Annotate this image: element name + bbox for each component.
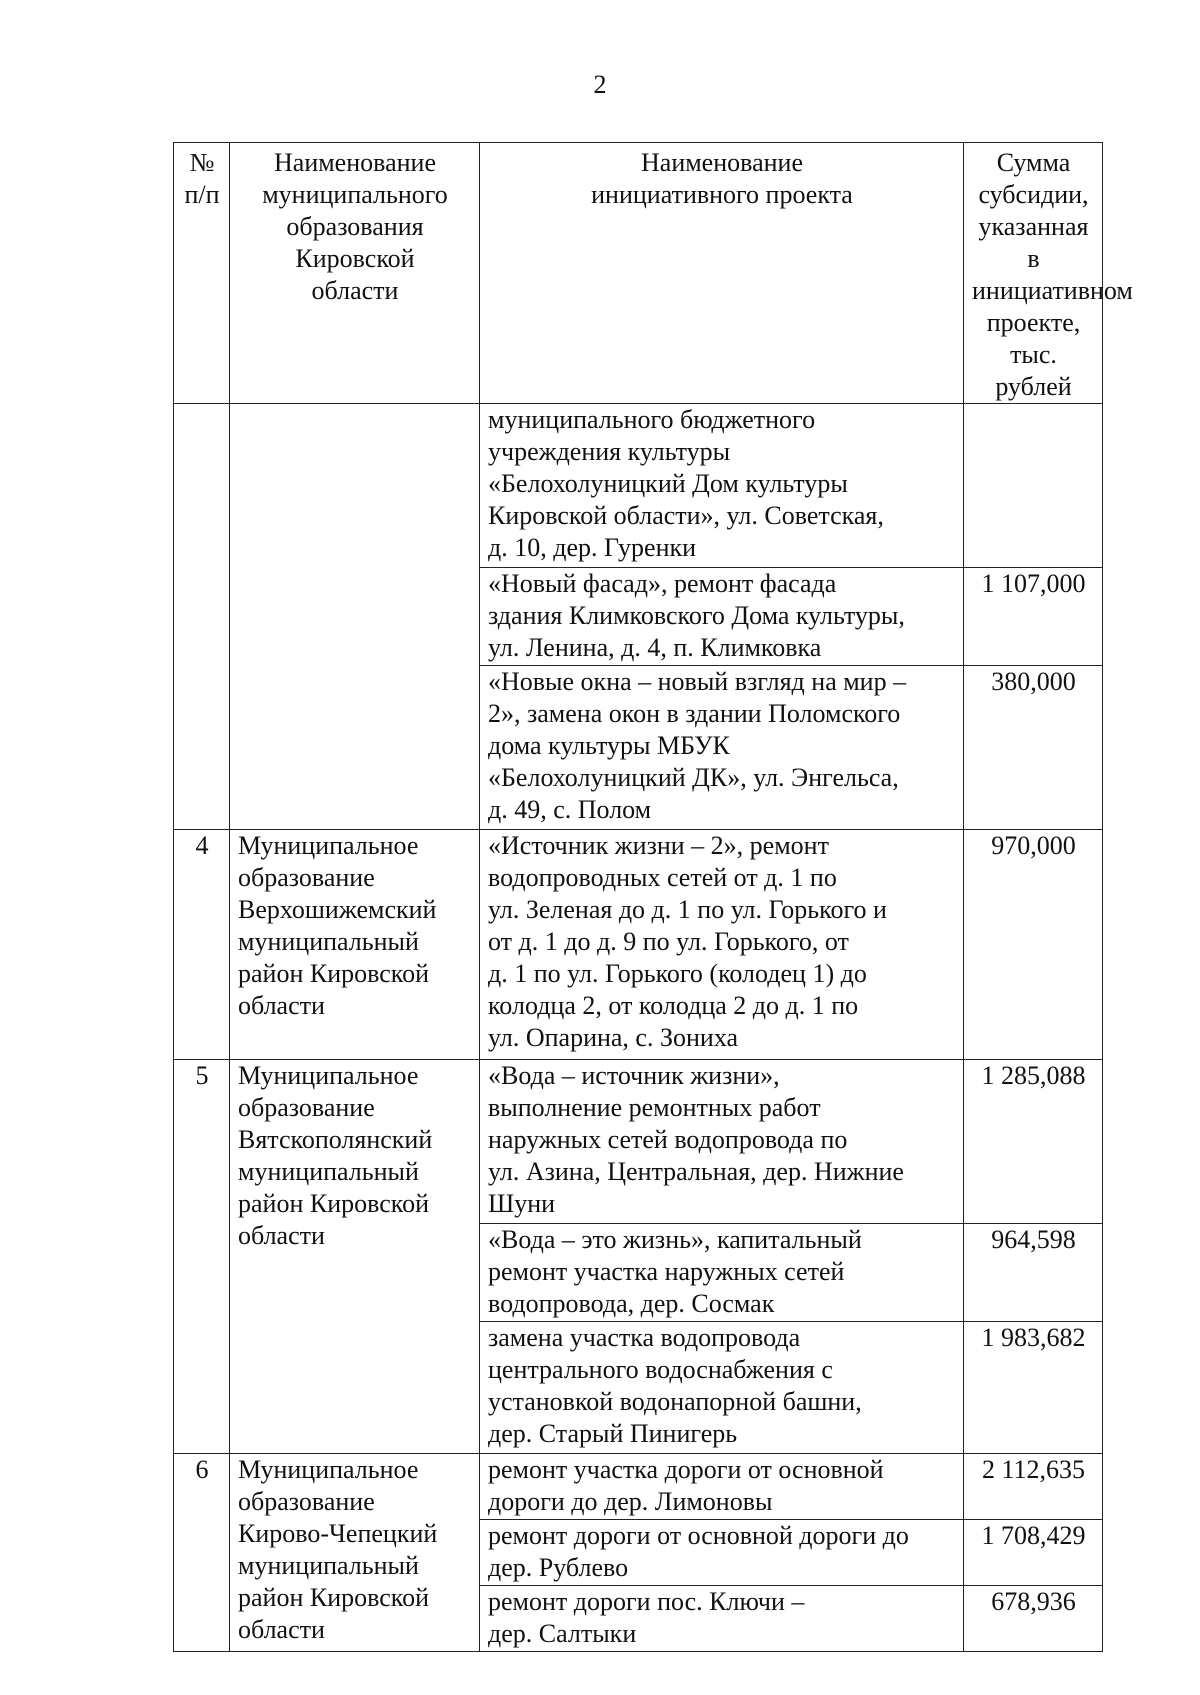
page-number: 2: [593, 70, 607, 99]
row-num: [174, 404, 230, 830]
row-municipality: Муниципальное образование Кирово-Чепецкий муниципальный район Кировской области: [230, 1454, 480, 1652]
row-num: 4: [174, 830, 230, 1060]
row-sum: 2 112,635: [964, 1454, 1103, 1520]
row-project: замена участка водопровода центрального водоснабжения с установкой водонапорной башни, дер. Старый Пинигерь: [480, 1322, 964, 1454]
header-project: Наименование инициативного проекта: [480, 143, 964, 404]
row-sum: 1 107,000: [964, 568, 1103, 666]
row-sum: 1 285,088: [964, 1060, 1103, 1224]
row-sum: 964,598: [964, 1224, 1103, 1322]
row-sum: 1 708,429: [964, 1520, 1103, 1586]
row-project: ремонт дороги от основной дороги до дер. Рублево: [480, 1520, 964, 1586]
table-header-row: [174, 143, 1103, 404]
row-project: «Вода – это жизнь», капитальный ремонт участка наружных сетей водопровода, дер. Сосмак: [480, 1224, 964, 1322]
row-sum: 380,000: [964, 666, 1103, 830]
row-municipality: [230, 404, 480, 830]
row-project: муниципального бюджетного учреждения культуры «Белохолуницкий Дом культуры Кировской области», ул. Советская, д. 10, дер. Гуренки: [480, 404, 964, 568]
row-municipality: Муниципальное образование Верхошижемский муниципальный район Кировской области: [230, 830, 480, 1060]
table-row: [174, 830, 1103, 1060]
row-project: ремонт участка дороги от основной дороги до дер. Лимоновы: [480, 1454, 964, 1520]
row-municipality: Муниципальное образование Вятскополянский муниципальный район Кировской области: [230, 1060, 480, 1454]
row-project: «Источник жизни – 2», ремонт водопроводных сетей от д. 1 по ул. Зеленая до д. 1 по ул. Горького и от д. 1 до д. 9 по ул. Горького, от д. 1 по ул. Горького (колодец 1) до колодца 2, от колодца 2 до д. 1 по ул. Опарина, с. Зониха: [480, 830, 964, 1060]
row-sum: [964, 404, 1103, 568]
row-project: «Новый фасад», ремонт фасада здания Климковского Дома культуры, ул. Ленина, д. 4, п. Климковка: [480, 568, 964, 666]
row-sum: 678,936: [964, 1586, 1103, 1652]
row-project: «Вода – источник жизни», выполнение ремонтных работ наружных сетей водопровода по ул. Азина, Центральная, дер. Нижние Шуни: [480, 1060, 964, 1224]
table-row: [174, 404, 1103, 568]
header-sum: Сумма субсидии, указанная в инициативном проекте, тыс. рублей: [964, 143, 1103, 404]
table-row: [174, 1454, 1103, 1520]
row-project: «Новые окна – новый взгляд на мир – 2», замена окон в здании Поломского дома культуры МБУК «Белохолуницкий ДК», ул. Энгельса, д. 49, с. Полом: [480, 666, 964, 830]
header-num: № п/п: [174, 143, 230, 404]
row-num: 6: [174, 1454, 230, 1652]
row-sum: 1 983,682: [964, 1322, 1103, 1454]
row-project: ремонт дороги пос. Ключи – дер. Салтыки: [480, 1586, 964, 1652]
header-municipality: Наименование муниципального образования Кировской области: [230, 143, 480, 404]
table-row: [174, 1060, 1103, 1224]
row-num: 5: [174, 1060, 230, 1454]
subsidy-table: [173, 142, 1133, 1652]
row-sum: 970,000: [964, 830, 1103, 1060]
